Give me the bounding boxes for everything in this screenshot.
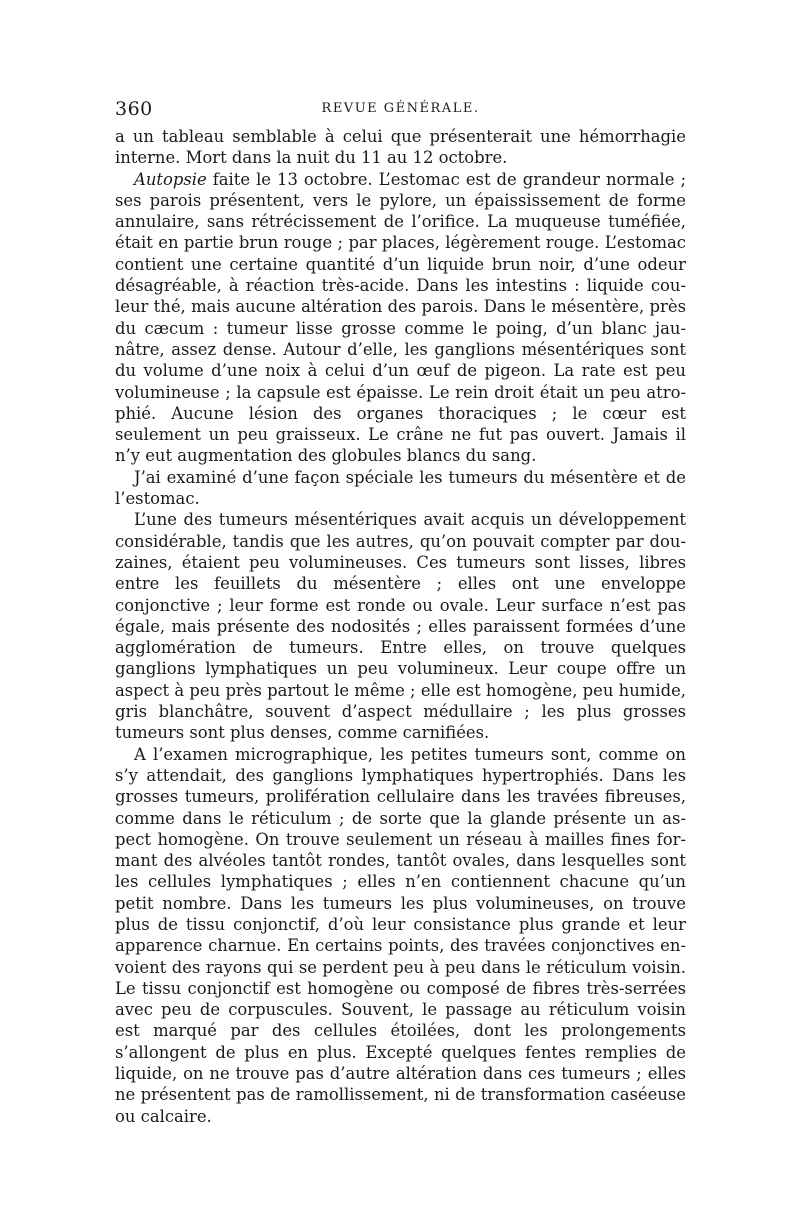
- page-number: 360: [115, 98, 153, 120]
- paragraph-lead-italic: Autopsie: [134, 169, 207, 189]
- paragraph-tumeurs-mesenteriques: [115, 509, 686, 743]
- paragraph-text: L’une des tumeurs mésentériques avait acquis un développement considérable, tandis que les autres, qu’on pouvait compter par douzaines, étaient peu volumineuses. Ces tumeurs sont lisses, libres entre les feuillets du mésentère ; elles ont une enveloppe conjonctive ; leur forme est ronde ou ovale. Leur surface n’est pas égale, mais présente des nodosités ; elles paraissent formées d’une agglomération de tumeurs. Entre elles, on trouve quelques ganglions lymphatiques un peu volumineux. Leur coupe offre un aspect à peu près partout le même ; elle est homogène, peu humide, gris blanchâtre, souvent d’aspect médullaire ; les plus grosses tumeurs sont plus denses, comme carnifiées.: [115, 510, 686, 743]
- page-header: [115, 98, 686, 122]
- paragraph-examen-special: [115, 467, 686, 510]
- body-text: [115, 126, 686, 1127]
- paragraph-text: J’ai examiné d’une façon spéciale les tumeurs du mésentère et de l’estomac.: [115, 467, 686, 509]
- paragraph-autopsie: [115, 169, 686, 467]
- paragraph-continuation: [115, 126, 686, 169]
- document-page: [115, 98, 686, 1127]
- paragraph-examen-micrographique: [115, 744, 686, 1127]
- paragraph-text: a un tableau semblable à celui que présenterait une hémorrhagie interne. Mort dans la nuit du 11 au 12 octobre.: [115, 127, 686, 168]
- paragraph-text: A l’examen micrographique, les petites tumeurs sont, comme on s’y attendait, des ganglions lymphatiques hypertrophiés. Dans les grosses tumeurs, prolifération cellulaire dans les travées fibreuses, comme dans le réticulum ; de sorte que la glande présente un aspect homogène. On trouve seulement un réseau à mailles fines formant des alvéoles tantôt rondes, tantôt ovales, dans lesquelles sont les cellules lymphatiques ; elles n’en contiennent chacune qu’un petit nombre. Dans les tumeurs les plus volumineuses, on trouve plus de tissu conjonctif, d’où leur consistance plus grande et leur apparence charnue. En certains points, des travées conjonctives envoient des rayons qui se perdent peu à peu dans le réticulum voisin. Le tissu conjonctif est homogène ou composé de fibres très-serrées avec peu de corpuscules. Souvent, le passage au réticulum voisin est marqué par des cellules étoilées, dont les prolongements s’allongent de plus en plus. Excepté quelques fentes remplies de liquide, on ne trouve pas d’autre altération dans ces tumeurs ; elles ne présentent pas de ramollissement, ni de transformation caséeuse ou calcaire.: [115, 744, 686, 1126]
- paragraph-text: faite le 13 octobre. L’estomac est de grandeur normale ; ses parois présentent, vers le pylore, un épaississement de forme annulaire, sans rétrécissement de l’orifice. La muqueuse tuméfiée, était en partie brun rouge ; par places, légèrement rouge. L’estomac contient une certaine quantité d’un liquide brun noir, d’une odeur désagréable, à réaction très-acide. Dans les intestins : liquide couleur thé, mais aucune altération des parois. Dans le mésentère, près du cæcum : tumeur lisse grosse comme le poing, d’un blanc jaunâtre, assez dense. Autour d’elle, les ganglions mésentériques sont du volume d’une noix à celui d’un œuf de pigeon. La rate est peu volumineuse ; la capsule est épaisse. Le rein droit était un peu atrophié. Aucune lésion des organes thoraciques ; le cœur est seulement un peu graisseux. Le crâne ne fut pas ouvert. Jamais il n’y eut augmentation des globules blancs du sang.: [115, 169, 686, 466]
- running-title: REVUE GÉNÉRALE.: [321, 101, 480, 116]
